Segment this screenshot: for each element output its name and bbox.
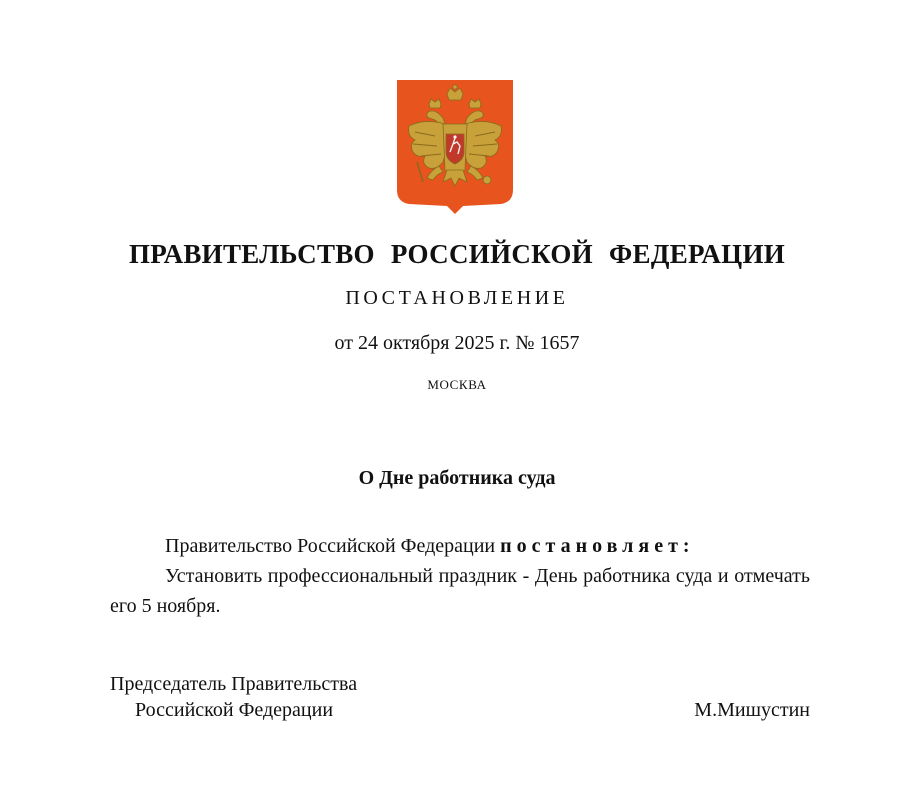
document-city: МОСКВА (427, 377, 487, 392)
russian-coat-of-arms-icon (395, 78, 515, 214)
signatory-position (110, 671, 357, 723)
document-subject: О Дне работника суда (358, 467, 556, 489)
signatory-position-line1: Председатель Правительства (110, 673, 358, 695)
signatory-name: М.Мишустин (694, 699, 810, 721)
document-type: ПОСТАНОВЛЕНИЕ (345, 287, 569, 309)
decision-paragraph: Установить профессиональный праздник - День работника суда и отмечать его 5 ноября. (110, 565, 810, 617)
decree-paragraph (110, 531, 810, 561)
document-date-number: от 24 октября 2025 г. № 1657 (334, 332, 580, 354)
issuing-authority-title: ПРАВИТЕЛЬСТВО РОССИЙСКОЙ ФЕДЕРАЦИИ (128, 239, 786, 269)
signatory-position-line2: Российской Федерации (135, 699, 334, 721)
document-body (110, 531, 810, 621)
decree-verb: постановляет: (500, 535, 695, 557)
decree-lead-text: Правительство Российской Федерации (165, 535, 501, 557)
